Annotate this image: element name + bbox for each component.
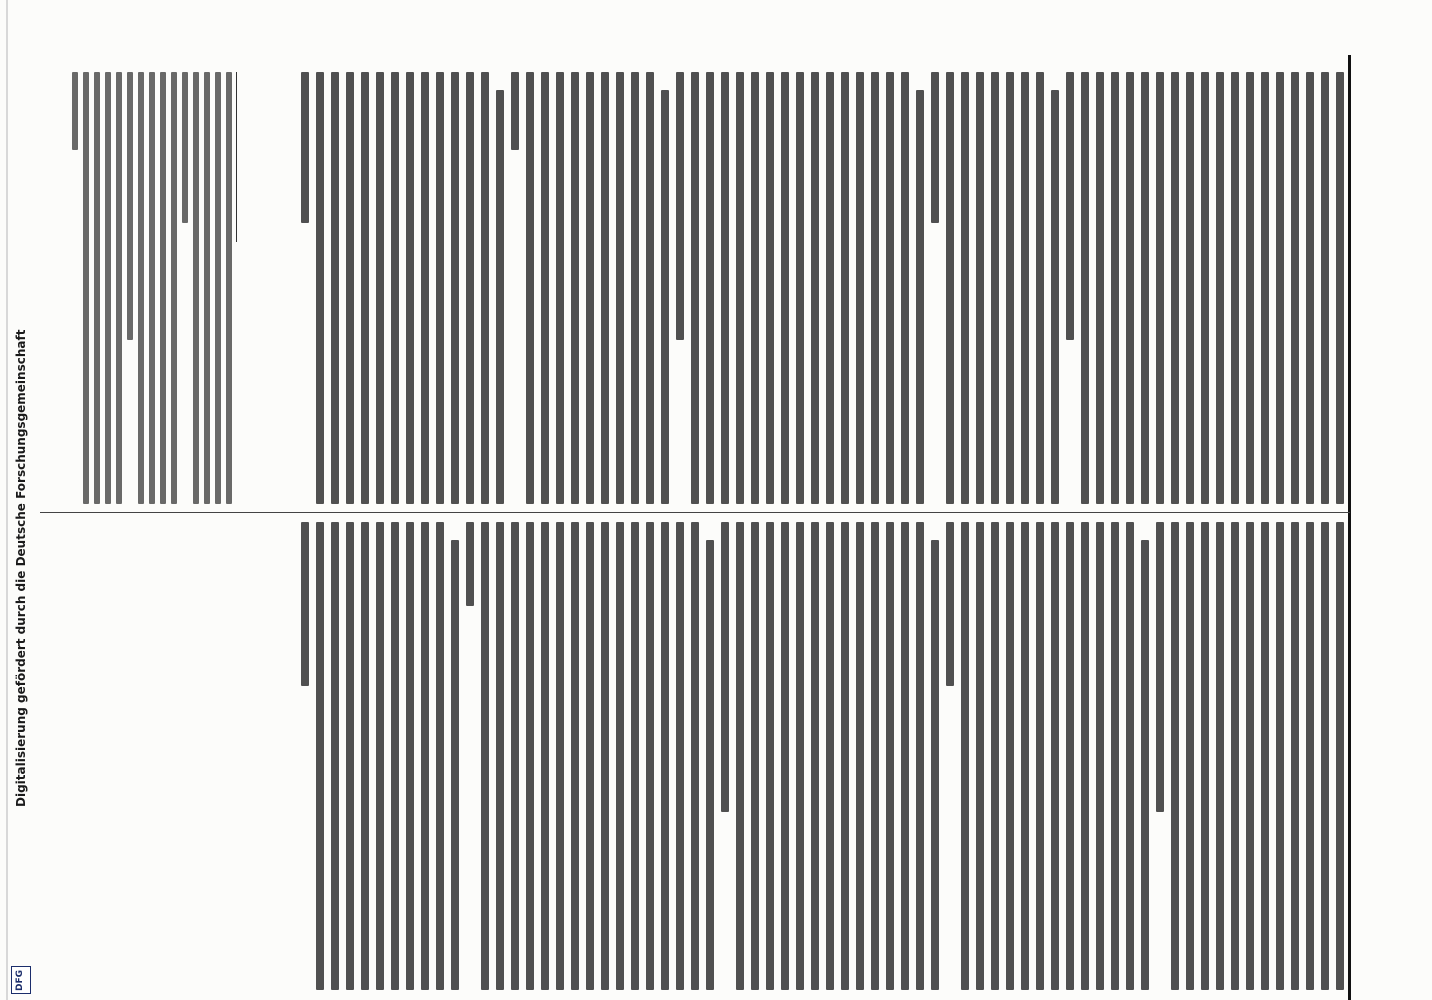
text-line <box>946 72 954 504</box>
text-line <box>676 72 684 340</box>
text-line <box>1306 522 1314 990</box>
text-line <box>376 72 384 504</box>
footnote-rule <box>236 72 237 242</box>
text-line <box>331 522 339 990</box>
running-head <box>1352 300 1386 1000</box>
text-line <box>856 72 864 504</box>
text-line <box>826 72 834 504</box>
text-line <box>204 72 210 504</box>
column-first-body <box>244 72 1344 504</box>
dfg-logo: DFG <box>11 966 31 994</box>
text-line <box>601 522 609 990</box>
text-line <box>1186 72 1194 504</box>
text-line <box>961 72 969 504</box>
text-line <box>1051 522 1059 990</box>
text-line <box>1216 522 1224 990</box>
text-line <box>316 522 324 990</box>
text-line <box>1126 522 1134 990</box>
text-line <box>661 522 669 990</box>
text-line <box>1261 72 1269 504</box>
text-line <box>541 72 549 504</box>
text-line <box>676 522 684 990</box>
text-line <box>736 522 744 990</box>
text-line <box>586 522 594 990</box>
text-line <box>976 522 984 990</box>
text-line <box>1261 522 1269 990</box>
text-line <box>1246 72 1254 504</box>
text-line <box>160 72 166 504</box>
text-line <box>916 522 924 990</box>
text-line <box>961 522 969 990</box>
text-line <box>1231 72 1239 504</box>
text-line <box>1081 522 1089 990</box>
text-line <box>976 72 984 504</box>
text-line <box>421 522 429 990</box>
text-line <box>1066 522 1074 990</box>
text-line <box>1126 72 1134 504</box>
text-line <box>616 522 624 990</box>
text-line <box>886 72 894 504</box>
text-line <box>1141 72 1149 504</box>
text-line <box>751 522 759 990</box>
text-line <box>1276 72 1284 504</box>
text-line <box>826 522 834 990</box>
text-line <box>991 522 999 990</box>
text-line <box>149 72 155 504</box>
page-edge <box>6 0 8 1000</box>
text-line <box>796 522 804 990</box>
text-line <box>496 90 504 504</box>
text-line <box>871 522 879 990</box>
text-line <box>193 72 199 504</box>
text-line <box>691 72 699 504</box>
text-line <box>511 72 519 150</box>
text-line <box>406 72 414 504</box>
text-line <box>1021 522 1029 990</box>
text-line <box>1246 522 1254 990</box>
text-line <box>1171 522 1179 990</box>
text-line <box>1171 72 1179 504</box>
text-line <box>1231 522 1239 990</box>
text-line <box>316 72 324 504</box>
text-line <box>796 72 804 504</box>
text-line <box>391 72 399 504</box>
text-line <box>811 72 819 504</box>
text-line <box>1141 540 1149 990</box>
text-line <box>541 522 549 990</box>
text-line <box>1006 72 1014 504</box>
text-line <box>361 522 369 990</box>
text-line <box>1156 522 1164 812</box>
text-line <box>931 540 939 990</box>
text-line <box>646 522 654 990</box>
text-line <box>736 72 744 504</box>
text-line <box>751 72 759 504</box>
text-line <box>931 72 939 223</box>
text-line <box>1081 72 1089 504</box>
text-line <box>1096 72 1104 504</box>
text-line <box>466 522 474 606</box>
text-line <box>481 522 489 990</box>
text-line <box>886 522 894 990</box>
text-line <box>72 72 78 150</box>
text-line <box>706 72 714 504</box>
text-line <box>1321 522 1329 990</box>
text-line <box>916 90 924 504</box>
page-number <box>1352 70 1386 100</box>
text-line <box>138 72 144 504</box>
text-line <box>1201 522 1209 990</box>
text-line <box>526 522 534 990</box>
footnotes <box>98 72 232 504</box>
text-line <box>901 72 909 504</box>
text-line <box>94 72 100 504</box>
text-line <box>436 72 444 504</box>
text-line <box>991 72 999 504</box>
text-line <box>1321 72 1329 504</box>
text-line <box>346 522 354 990</box>
text-line <box>766 522 774 990</box>
text-line <box>511 522 519 990</box>
text-line <box>105 72 111 504</box>
text-line <box>841 522 849 990</box>
text-line <box>1306 72 1314 504</box>
text-line <box>1051 90 1059 504</box>
column-second-body <box>230 522 1344 990</box>
text-line <box>631 522 639 990</box>
text-line <box>661 90 669 504</box>
text-line <box>1066 72 1074 340</box>
text-line <box>766 72 774 504</box>
text-line <box>1156 72 1164 504</box>
text-line <box>1336 72 1344 504</box>
footer-credit: Digitalisierung gefördert durch die Deutsche Forschungsgemeinschaft <box>14 330 28 808</box>
text-line <box>451 72 459 504</box>
text-line <box>841 72 849 504</box>
header-rule <box>1348 55 1351 1000</box>
text-line <box>1291 522 1299 990</box>
text-line <box>1096 522 1104 990</box>
text-line <box>481 72 489 504</box>
text-line <box>571 522 579 990</box>
text-line <box>1006 522 1014 990</box>
text-line <box>391 522 399 990</box>
text-line <box>215 72 221 504</box>
text-line <box>1036 522 1044 990</box>
text-line <box>1291 72 1299 504</box>
text-line <box>1021 72 1029 504</box>
text-line <box>586 72 594 504</box>
text-line <box>83 72 89 504</box>
text-line <box>346 72 354 504</box>
text-line <box>721 72 729 504</box>
text-line <box>406 522 414 990</box>
text-line <box>721 522 729 812</box>
text-line <box>1111 522 1119 990</box>
text-line <box>946 522 954 686</box>
text-line <box>556 522 564 990</box>
text-line <box>1186 522 1194 990</box>
text-line <box>182 72 188 223</box>
column-divider <box>40 512 1350 513</box>
text-line <box>781 522 789 990</box>
text-line <box>496 522 504 990</box>
text-line <box>901 522 909 990</box>
text-line <box>331 72 339 504</box>
text-line <box>451 540 459 990</box>
text-line <box>171 72 177 504</box>
text-line <box>301 72 309 223</box>
text-line <box>1276 522 1284 990</box>
text-line <box>301 522 309 686</box>
text-line <box>1111 72 1119 504</box>
text-line <box>781 72 789 504</box>
text-line <box>691 522 699 990</box>
text-line <box>856 522 864 990</box>
text-line <box>1336 522 1344 990</box>
text-line <box>526 72 534 504</box>
text-line <box>436 522 444 990</box>
text-line <box>466 72 474 504</box>
text-line <box>631 72 639 504</box>
text-line <box>811 522 819 990</box>
text-line <box>1036 72 1044 504</box>
text-line <box>1201 72 1209 504</box>
text-line <box>571 72 579 504</box>
text-line <box>376 522 384 990</box>
text-line <box>127 72 133 340</box>
text-line <box>361 72 369 504</box>
text-line <box>226 72 232 504</box>
text-line <box>706 540 714 990</box>
text-line <box>556 72 564 504</box>
text-line <box>601 72 609 504</box>
text-line <box>616 72 624 504</box>
text-line <box>116 72 122 504</box>
text-line <box>646 72 654 504</box>
text-line <box>871 72 879 504</box>
text-line <box>421 72 429 504</box>
text-line <box>1216 72 1224 504</box>
